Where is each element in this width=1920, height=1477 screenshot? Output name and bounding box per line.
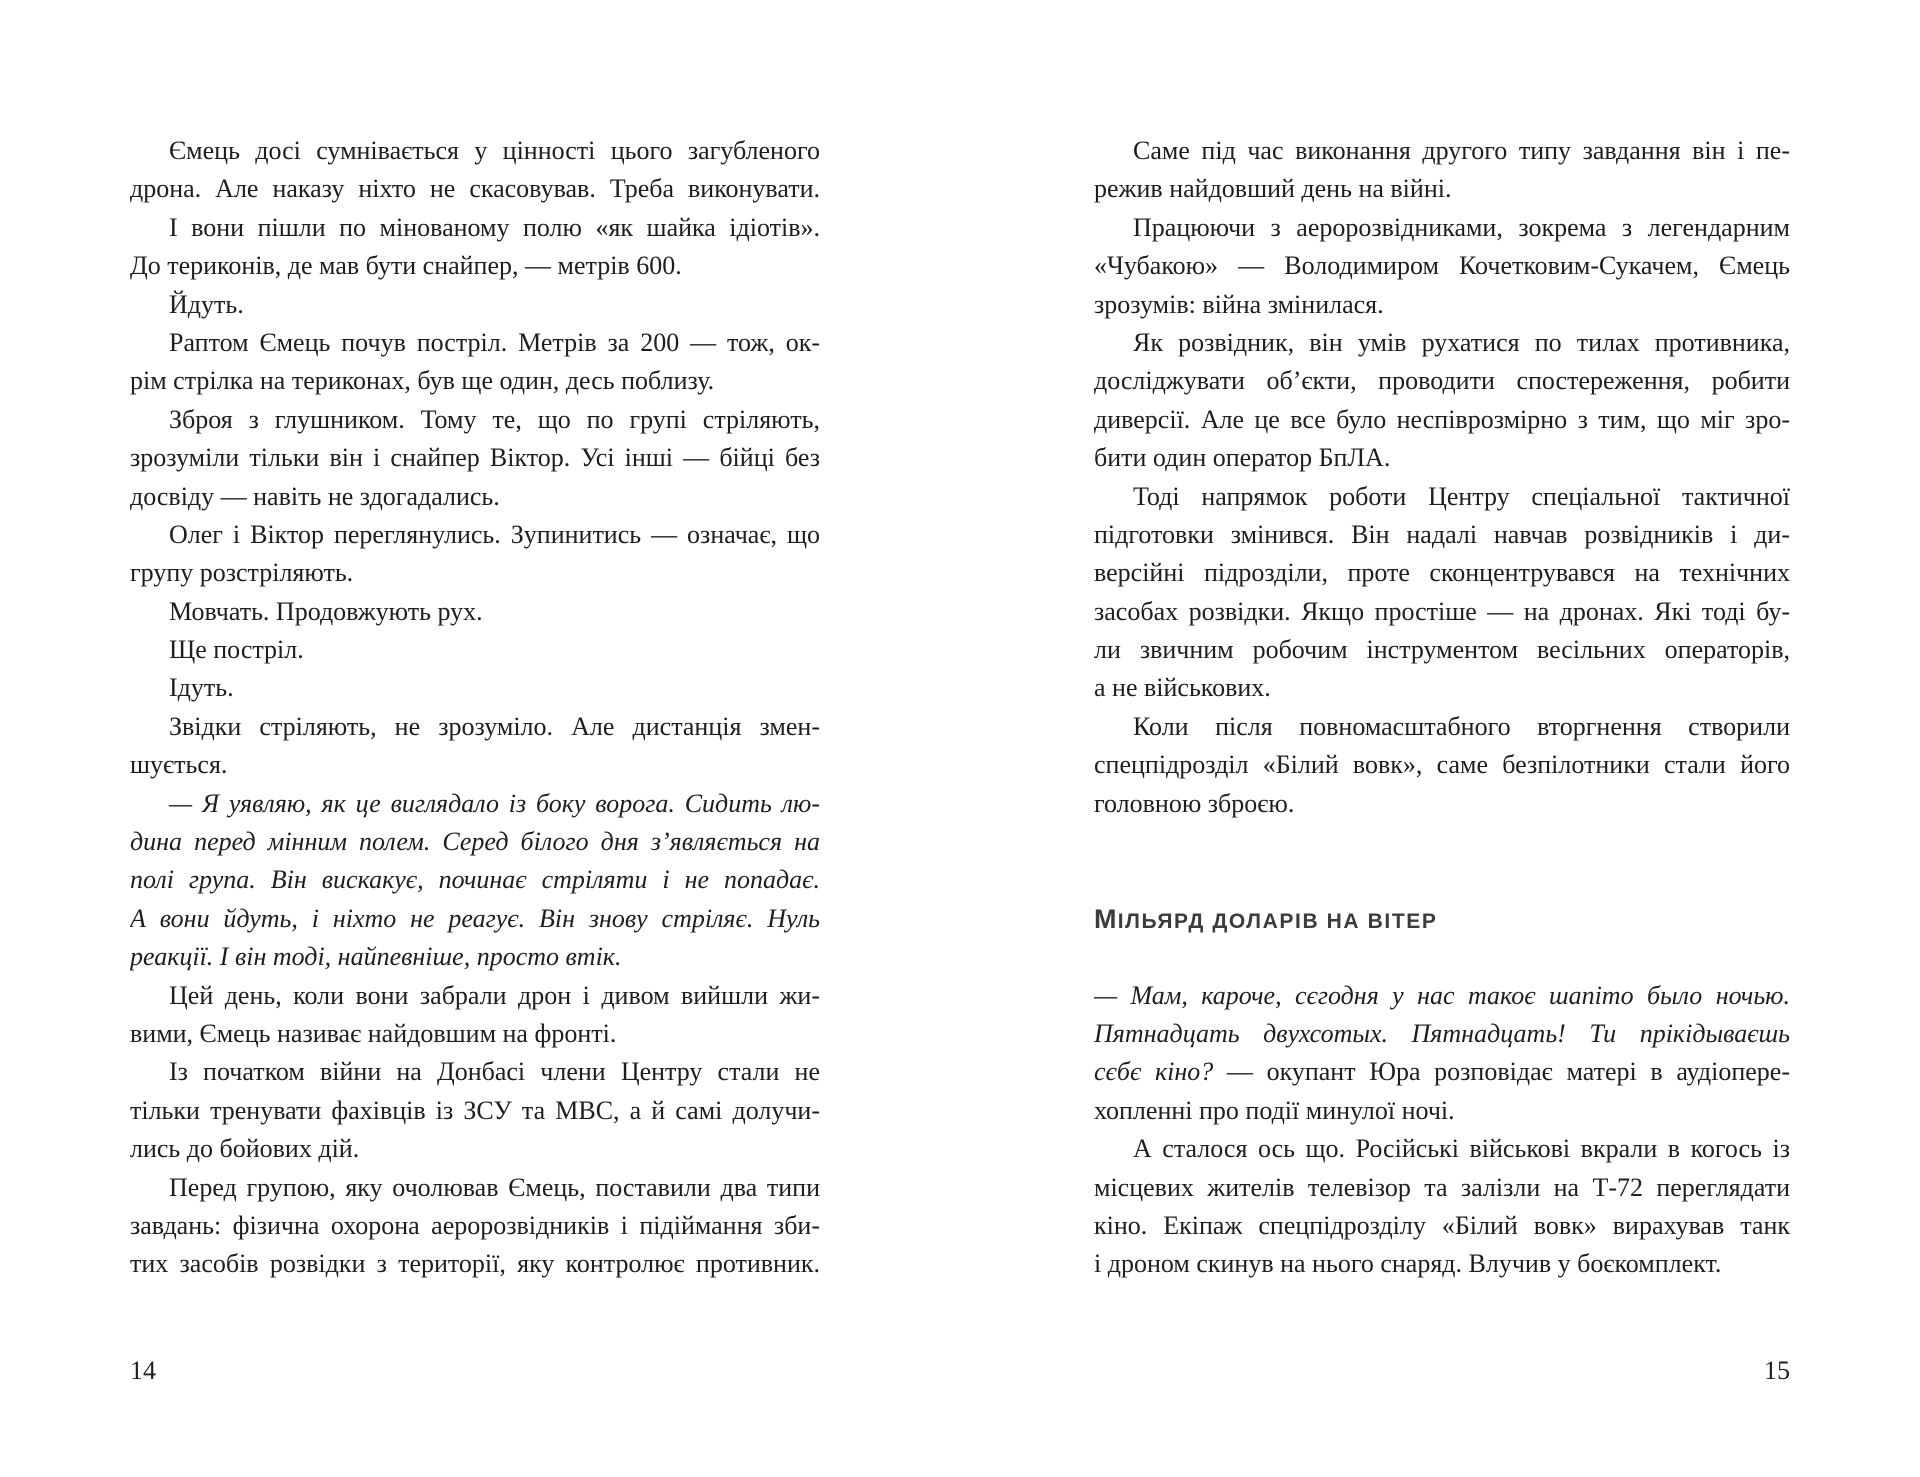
text-line: Мовчать. Продовжують рух. [169,596,483,626]
text-line: — Я уявляю, як це виглядало із боку ворога. Сидить лю- [169,788,820,818]
text-line: підготовки змінився. Він надалі навчав розвідників і ди- [1094,519,1790,549]
text-line: досліджувати об’єкти, проводити спостереження, робити [1094,366,1790,396]
text-line: Йдуть. [169,289,244,319]
section-heading-rest: ІЛЬЯРД ДОЛАРІВ НА ВІТЕР [1117,909,1438,933]
text-line: дина перед мінним полем. Серед білого дня з’являється на [130,827,820,857]
text-line: шується. [130,750,228,780]
text-line: версійні підрозділи, проте сконцентрувався на технічних [1094,558,1790,588]
text-line: реакції. І він тоді, найпевніше, просто втік. [130,942,622,972]
text-line: місцевих жителів телевізор та залізли на Т-72 переглядати [1094,1172,1790,1202]
text-line: Перед групою, яку очолював Ємець, поставили два типи [169,1172,820,1202]
text-line: Цей день, коли вони забрали дрон і дивом вийшли жи- [169,980,820,1010]
blank-line [1094,823,1790,861]
blank-line [1094,938,1790,976]
text-line: — Мам, кароче, сєгодня у нас такоє шапіто было ночью. [1094,980,1790,1010]
text-line: головною зброєю. [1094,788,1295,818]
text-line: А сталося ось що. Російські військові вкрали в когось із [1133,1134,1790,1164]
text-line: Ємець досі сумнівається у цінності цього загубленого [169,136,820,165]
section-heading [1094,900,1790,938]
text-line: Олег і Віктор переглянулись. Зупинитись — означає, що [169,519,820,549]
text-line: Ще постріл. [169,635,304,665]
text-line: лись до бойових дій. [130,1134,360,1164]
text-line: Раптом Ємець почув постріл. Метрів за 200 — тож, ок- [169,327,820,357]
text-line: диверсії. Але це все було неспіврозмірно з тим, що міг зро- [1094,404,1790,434]
text-line: засобах розвідки. Якщо простіше — на дронах. Які тоді бу- [1094,596,1790,626]
text-line: А вони йдуть, і ніхто не реагує. Він знову стріляє. Нуль [130,903,820,933]
section-heading-lead: М [1094,903,1118,934]
page-number-right: 15 [1764,1356,1790,1385]
text-line: групу розстріляють. [130,558,354,588]
text-line: Працюючи з аеророзвідниками, зокрема з легендарним [1133,212,1790,242]
text-line: режив найдовший день на війні. [1094,174,1452,204]
text-line: Саме під час виконання другого типу завдання він і пе- [1133,136,1790,165]
text-line: дрона. Але наказу ніхто не скасовував. Треба виконувати. [130,174,820,204]
text-line: І вони пішли по мінованому полю «як шайка ідіотів». [169,212,820,242]
text-line: рім стрілка на териконах, був ще один, десь поблизу. [130,366,715,396]
text-line: «Чубакою» — Володимиром Кочетковим-Сукачем, Ємець [1094,251,1790,281]
text-line: Ідуть. [169,673,234,703]
page-left-text-column [130,132,820,1284]
text-line: полі група. Він вискакує, починає стріляти і не попадає. [130,865,820,895]
text-line: зрозуміли тільки він і снайпер Віктор. Усі інші — бійці без [130,443,820,473]
text-line: сєбє кіно? — окупант Юра розповідає матері в аудіопере- [1094,1057,1790,1087]
text-line: вими, Ємець називає найдовшим на фронті. [130,1018,617,1048]
text-line: Звідки стріляють, не зрозуміло. Але дистанція змен- [169,711,820,741]
text-line: і дроном скинув на нього снаряд. Влучив у боєкомплект. [1094,1249,1722,1279]
text-line: Як розвідник, він умів рухатися по тилах противника, [1133,327,1790,357]
text-line: Із початком війни на Донбасі члени Центру стали не [169,1057,820,1087]
text-line: кіно. Екіпаж спецпідрозділу «Білий вовк» вирахував танк [1094,1210,1790,1240]
text-line: бити один оператор БпЛА. [1094,443,1391,473]
text-line: Зброя з глушником. Тому те, що по групі стріляють, [169,404,820,434]
text-line: ли звичним робочим інструментом весільних операторів, [1094,635,1790,665]
page-number-left: 14 [130,1356,156,1385]
text-line: зрозумів: війна змінилася. [1094,289,1384,319]
text-line: спецпідрозділ «Білий вовк», саме безпілотники стали його [1094,750,1790,780]
text-line: а не військових. [1094,673,1271,703]
text-line: завдань: фізична охорона аеророзвідників і підіймання зби- [130,1210,820,1240]
text-line: хопленні про події минулої ночі. [1094,1095,1455,1125]
text-line: тільки тренувати фахівців із ЗСУ та МВС, а й самі долучи- [130,1095,820,1125]
blank-line [1094,861,1790,899]
text-line: До териконів, де мав бути снайпер, — метрів 600. [130,251,682,281]
page-right-text-column [1094,132,1790,1284]
text-line: Пятнадцать двухсотых. Пятнадцать! Ти прікідываєшь [1094,1018,1790,1048]
text-line: тих засобів розвідки з території, яку контролює противник. [130,1249,820,1279]
text-line: Тоді напрямок роботи Центру спеціальної тактичної [1133,481,1790,511]
text-line: Коли після повномасштабного вторгнення створили [1133,711,1790,741]
text-line: досвіду — навіть не здогадались. [130,481,500,511]
